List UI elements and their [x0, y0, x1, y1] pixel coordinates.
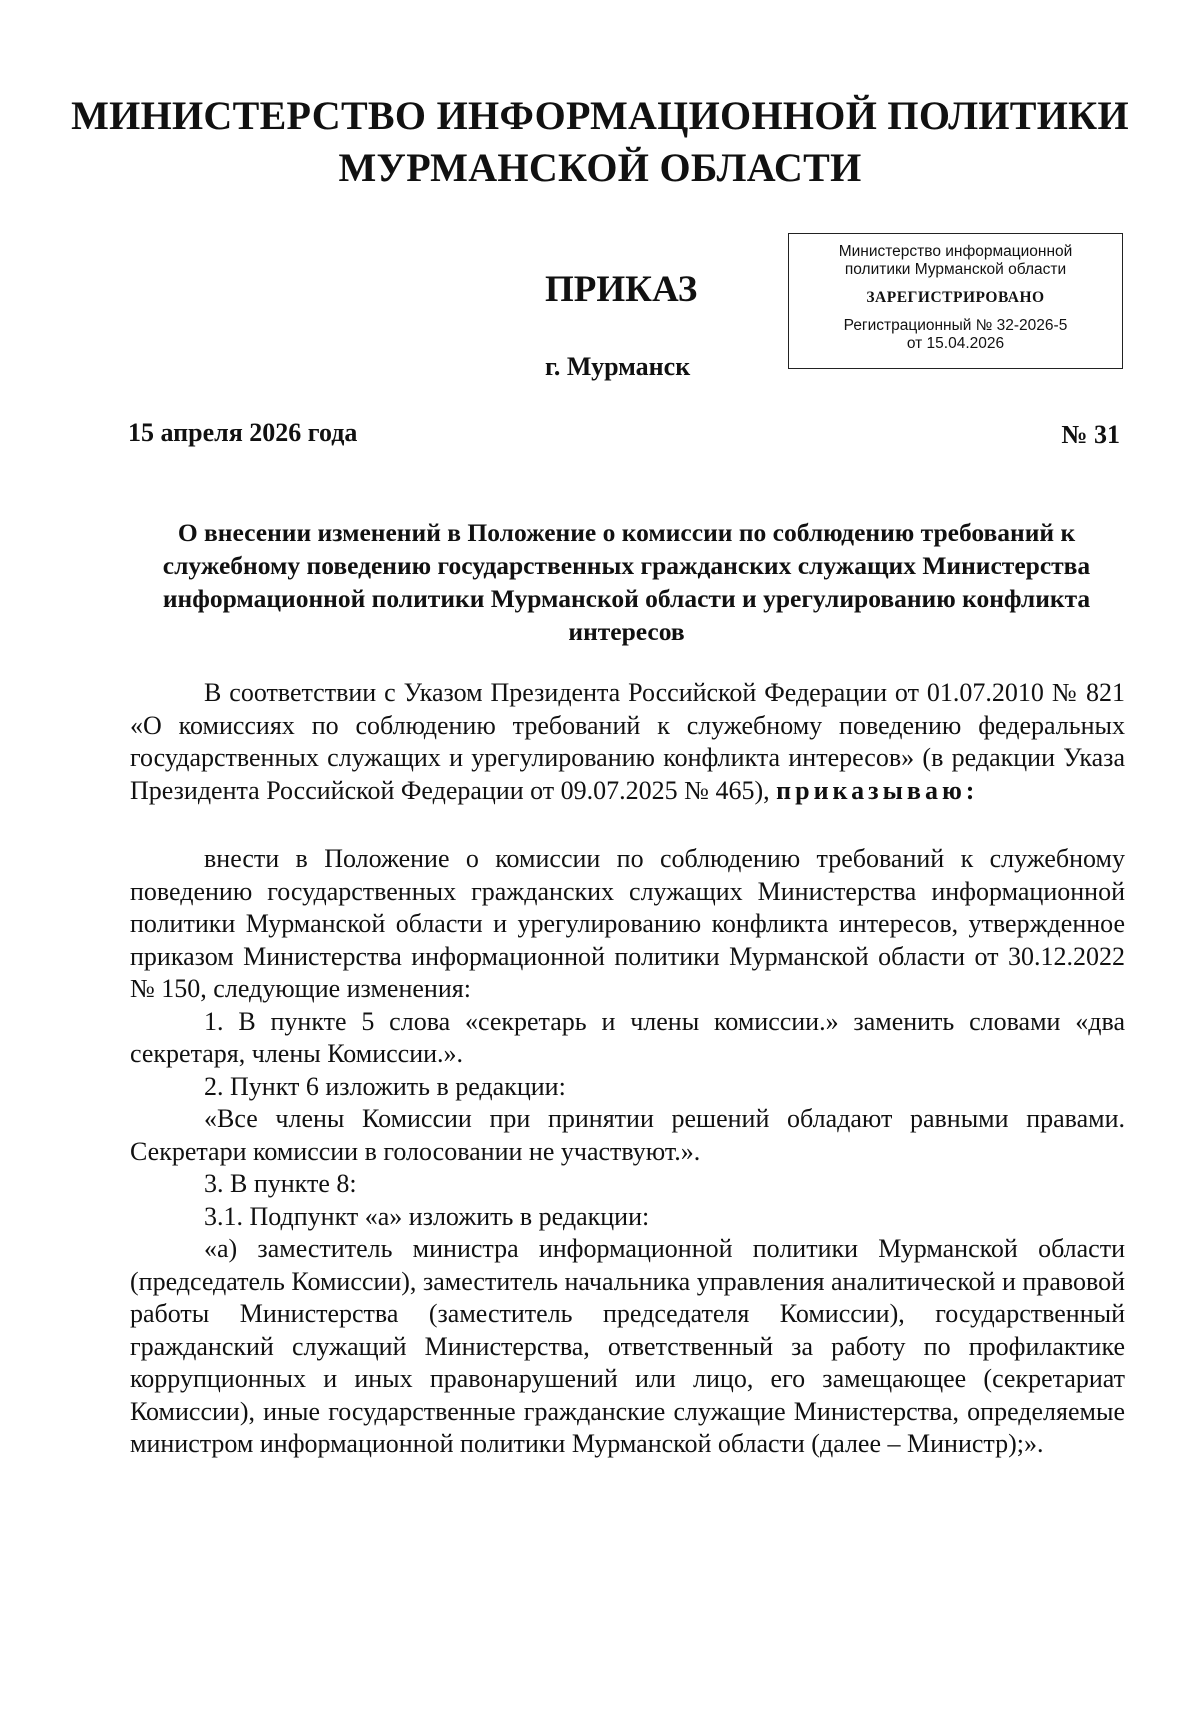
city: г. Мурманск: [545, 352, 691, 381]
body-paragraph: внести в Положение о комиссии по соблюдению требований к служебному поведению государственных гражданских служащих Министерства информационной политики Мурманской области и урегулированию конфликта интересов, утвержденное приказом Министерства информационной политики Мурманской области от 30.12.2022 № 150, следующие изменения:: [130, 844, 1125, 1003]
preamble-paragraph: [130, 677, 1125, 807]
decree-word: приказываю:: [776, 775, 979, 805]
preamble-text: В соответствии с Указом Президента Российской Федерации от 01.07.2010 № 821 «О комиссиях по соблюдению требований к служебному поведению федеральных государственных служащих и урегулированию конфликта интересов» (в редакции Указа Президента Российской Федерации от 09.07.2025 № 465),: [130, 678, 1125, 805]
body-paragraph: 3. В пункте 8:: [204, 1169, 357, 1198]
stamp-reg-number: Регистрационный № 32-2026-5: [843, 317, 1068, 334]
order-body: [130, 677, 1125, 1461]
ministry-name-line2: МУРМАНСКОЙ ОБЛАСТИ: [338, 145, 862, 190]
stamp-status: ЗАРЕГИСТРИРОВАНО: [866, 289, 1045, 306]
stamp-org-line1: Министерство информационной: [838, 243, 1073, 260]
registration-stamp: [788, 233, 1123, 369]
order-date: 15 апреля 2026 года: [128, 418, 358, 447]
order-title: ПРИКАЗ: [545, 269, 698, 310]
order-number: № 31: [1061, 420, 1120, 449]
body-paragraph: 1. В пункте 5 слова «секретарь и члены комиссии.» заменить словами «два секретаря, члены Комиссии.».: [130, 1006, 1125, 1068]
body-paragraph: 3.1. Подпункт «а» изложить в редакции:: [204, 1201, 650, 1231]
body-paragraph: «а) заместитель министра информационной политики Мурманской области (председатель Комиссии), заместитель начальника управления аналитической и правовой работы Министерства (заместитель председателя Комиссии), государственный гражданский служащий Министерства, ответственный за работу по профилактике коррупционных и иных правонарушений или лицо, его замещающее (секретариат Комиссии), иные государственные гражданские служащие Министерства, определяемые министром информационной политики Мурманской области (далее – Министр);».: [130, 1234, 1125, 1458]
ministry-name-line1: МИНИСТЕРСТВО ИНФОРМАЦИОННОЙ ПОЛИТИКИ: [71, 93, 1129, 138]
stamp-org-line2: политики Мурманской области: [844, 261, 1067, 278]
ministry-header: [0, 90, 1200, 194]
body-paragraph: 2. Пункт 6 изложить в редакции:: [204, 1071, 566, 1101]
body-paragraph: «Все члены Комиссии при принятии решений обладают равными правами. Секретари комиссии в голосовании не участвуют.».: [130, 1104, 1125, 1166]
order-subject: О внесении изменений в Положение о комиссии по соблюдению требований к служебному поведению государственных гражданских служащих Министерства информационной политики Мурманской области и урегулированию конфликта интересов: [162, 518, 1091, 646]
stamp-reg-date: от 15.04.2026: [906, 335, 1005, 352]
